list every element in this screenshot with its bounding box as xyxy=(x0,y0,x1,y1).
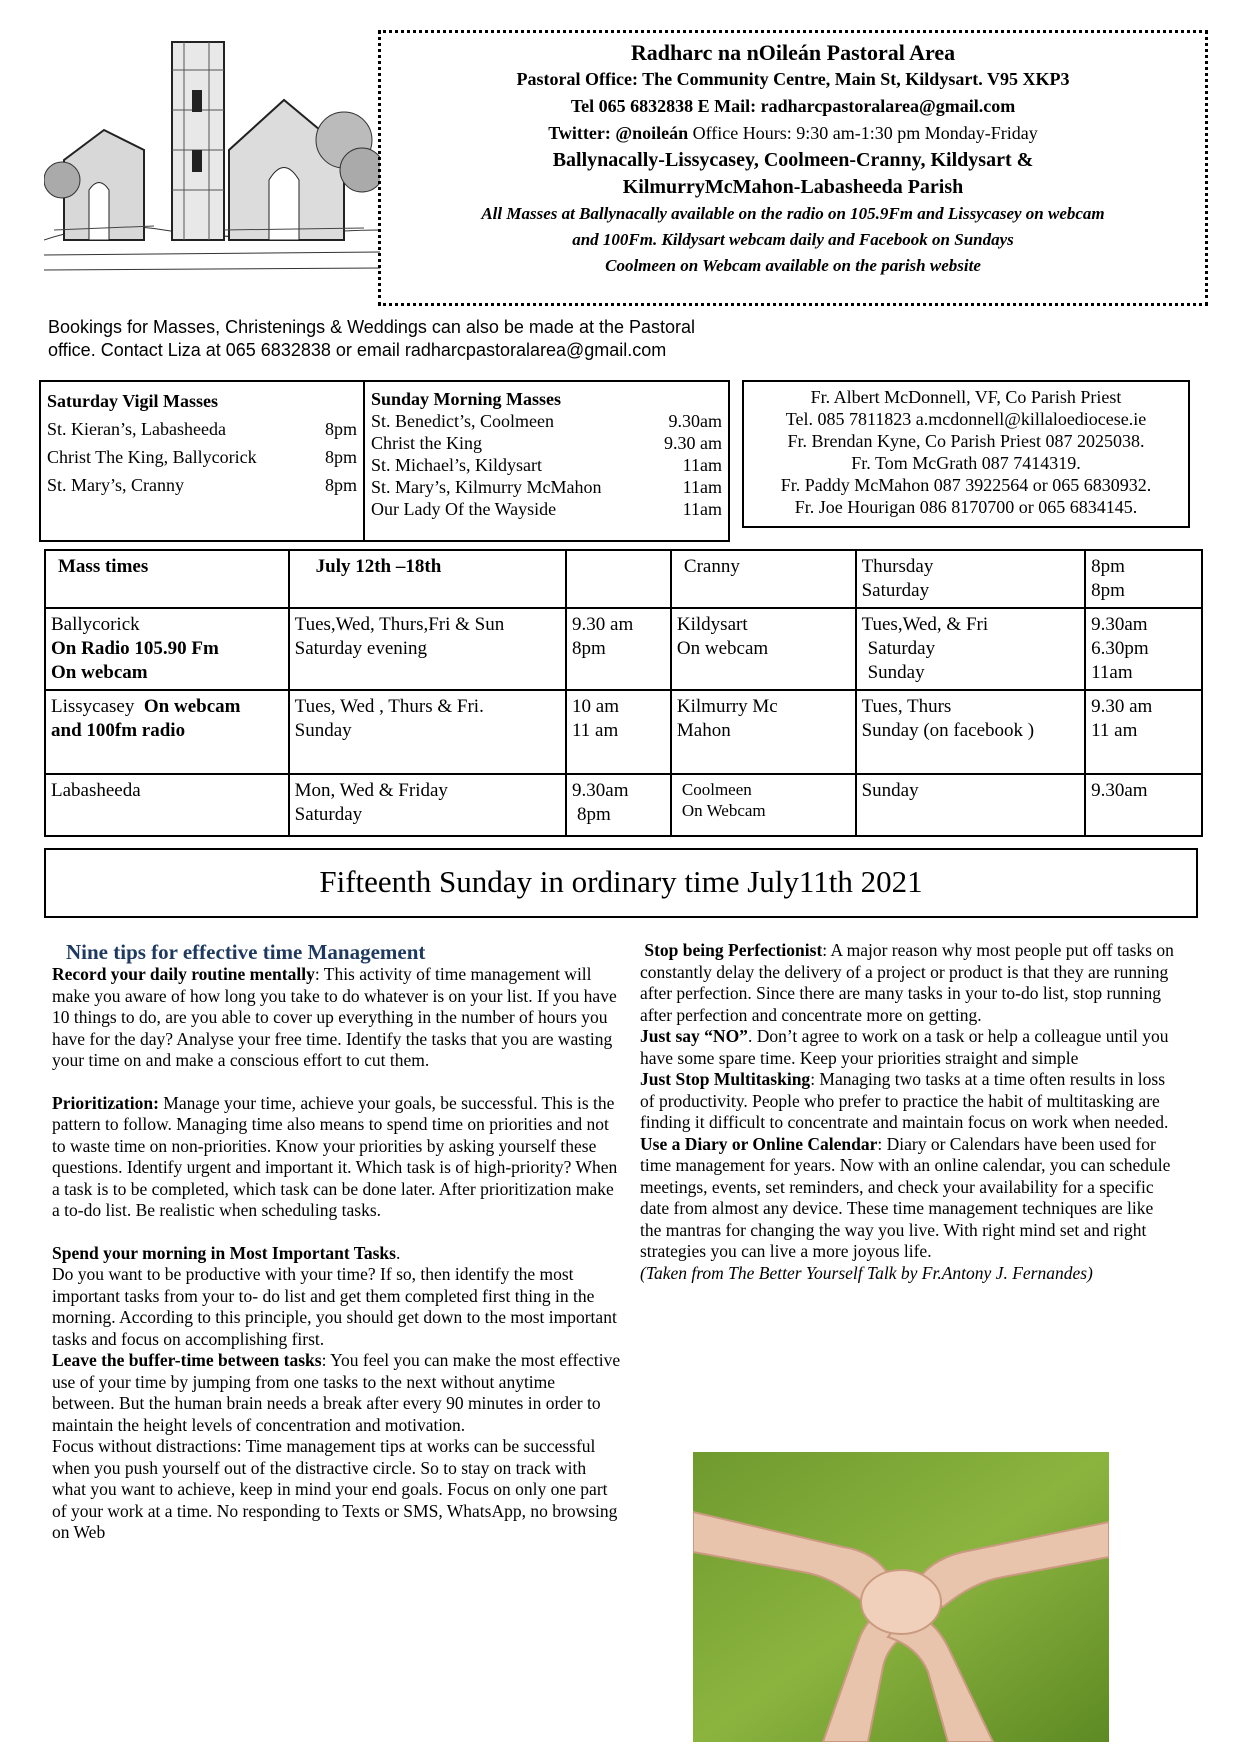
day-label: Sunday xyxy=(294,720,352,741)
church-illustration xyxy=(44,30,380,288)
church-name: Kildysart xyxy=(676,614,748,635)
twitter-handle: Twitter: @noileán xyxy=(548,123,689,143)
mass-time: 9.30am xyxy=(668,411,722,431)
day-label: Tues, Thurs xyxy=(861,696,952,717)
table-cell xyxy=(566,690,671,774)
table-cell xyxy=(566,608,671,690)
church-name: Mahon xyxy=(676,720,731,741)
day-label: Mon, Wed & Friday xyxy=(294,780,448,801)
mass-time: 8pm xyxy=(324,447,357,467)
time-label: 11 am xyxy=(1091,720,1138,741)
pastoral-office-address: Pastoral Office: The Community Centre, Main St, Kildysart. V95 XKP3 xyxy=(516,69,1070,89)
tip-label: Leave the buffer-time between tasks xyxy=(52,1350,322,1370)
table-cell xyxy=(289,774,566,836)
day-label: Saturday evening xyxy=(294,638,428,659)
bookings-line-2: office. Contact Liza at 065 6832838 or email radharcpastoralarea@gmail.com xyxy=(48,340,667,360)
table-cell xyxy=(1085,608,1202,690)
pastoral-area-title: Radharc na nOileán Pastoral Area xyxy=(630,40,956,65)
mass-location: St. Benedict’s, Coolmeen xyxy=(371,411,554,431)
article-right-column xyxy=(640,940,1176,1284)
priest-line: Fr. Brendan Kyne, Co Parish Priest 087 2025038. xyxy=(787,431,1145,451)
time-label: 9.30 am xyxy=(572,614,634,635)
tip-label: Prioritization: xyxy=(52,1092,159,1113)
table-header-cell: Cranny xyxy=(671,550,856,608)
broadcast-label: On webcam xyxy=(51,662,148,683)
day-label: Sunday (on facebook ) xyxy=(861,720,1035,741)
sunday-morning-heading: Sunday Morning Masses xyxy=(371,389,562,409)
saturday-vigil-box xyxy=(39,380,365,542)
table-row xyxy=(45,608,1202,690)
table-cell xyxy=(671,774,856,836)
tip-text: : Managing two tasks at a time often results in loss of productivity. People who prefer to practice the habit of multitasking are finding it difficult to concentrate and maintain focus on work when needed. xyxy=(640,1069,1169,1132)
table-cell xyxy=(45,690,289,774)
mass-time: 8pm xyxy=(324,419,357,439)
mass-time: 9.30 am xyxy=(664,433,722,453)
tip-say-no xyxy=(640,1026,1176,1069)
article-source: (Taken from The Better Yourself Talk by Fr.Antony J. Fernandes) xyxy=(640,1262,1093,1283)
time-label: 6.30pm xyxy=(1091,638,1149,659)
tip-text: Do you want to be productive with your time? If so, then identify the most important tasks from your to- do list and get them completed first thing in the morning. According to this principle, you should get down to the most important tasks and focus on accomplishing first. xyxy=(52,1264,617,1349)
tip-multitasking xyxy=(640,1069,1176,1134)
tip-label: Spend your morning in Most Important Tasks xyxy=(52,1242,396,1263)
mass-location: Christ the King xyxy=(371,433,482,453)
broadcast-note-1: All Masses at Ballynacally available on the radio on 105.9Fm and Lissycasey on webcam xyxy=(481,204,1105,223)
table-cell xyxy=(45,608,289,690)
tip-record xyxy=(52,964,622,1072)
table-cell xyxy=(289,690,566,774)
church-name: Lissycasey xyxy=(51,696,135,717)
priests-contact-box xyxy=(742,380,1190,528)
priest-line: Tel. 085 7811823 a.mcdonnell@killaloediocese.ie xyxy=(785,409,1147,429)
office-hours: Office Hours: 9:30 am-1:30 pm Monday-Friday xyxy=(692,123,1038,143)
church-name: Kilmurry Mc xyxy=(676,696,778,717)
broadcast-label: On webcam xyxy=(676,638,769,659)
tip-perfectionist xyxy=(640,940,1176,1026)
broadcast-label: and 100fm radio xyxy=(51,720,186,741)
tip-text: : Diary or Calendars have been used for time management for years. Now with an online calendar, you can schedule meetings, events, set reminders, and check your availability for a specific date from almost any device. These time management techniques are like the mantras for changing the way you live. With right mind set and right strategies you can live a more joyous life. xyxy=(640,1133,1171,1261)
sunday-title: Fifteenth Sunday in ordinary time July11th 2021 xyxy=(44,848,1198,918)
table-cell xyxy=(856,550,1086,608)
pastoral-contact: Tel 065 6832838 E Mail: radharcpastoralarea@gmail.com xyxy=(570,96,1016,116)
table-header-cell xyxy=(566,550,671,608)
table-cell xyxy=(856,690,1086,774)
day-label: Tues,Wed, Thurs,Fri & Sun xyxy=(294,614,505,635)
mass-times-table xyxy=(44,549,1203,837)
tip-label: Use a Diary or Online Calendar xyxy=(640,1133,878,1154)
tip-morning: Spend your morning in Most Important Tasks. Do you want to be productive with your time? If so, then identify the most important tasks from your to- do list and get them completed first thing in the morning. According to this principle, you should get down to the most important tasks and focus on accomplishing first. xyxy=(52,1242,617,1349)
tip-text: . Don’t agree to work on a task or help a colleague until you have some spare time. Keep your priorities straight and simple xyxy=(640,1026,1169,1068)
bookings-line-1: Bookings for Masses, Christenings & Weddings can also be made at the Pastoral xyxy=(48,317,696,337)
hands-photo xyxy=(693,1452,1109,1742)
mass-location: St. Mary’s, Kilmurry McMahon xyxy=(371,477,602,497)
tip-text: : A major reason why most people put off tasks on constantly delay the delivery of a project or product is that they are running after perfection. Since there are many tasks in your to-do list, stop running after perfection and concentrate more on getting. xyxy=(640,940,1174,1025)
article-left-column xyxy=(52,940,622,1544)
time-label: 9.30am xyxy=(572,780,629,801)
table-cell: Sunday xyxy=(856,774,1086,836)
table-cell xyxy=(566,774,671,836)
day-label: Tues,Wed, & Fri xyxy=(861,614,989,635)
day-label: Saturday xyxy=(867,638,936,659)
tip-prioritization xyxy=(52,1093,622,1222)
table-cell xyxy=(671,690,856,774)
table-cell xyxy=(1085,690,1202,774)
mass-location: Our Lady Of the Wayside xyxy=(371,499,557,519)
time-label: 8pm xyxy=(1091,556,1125,577)
mass-time: 8pm xyxy=(324,475,357,495)
table-cell xyxy=(671,608,856,690)
mass-location: Christ The King, Ballycorick xyxy=(47,447,257,467)
table-header-cell: July 12th –18th xyxy=(289,550,566,608)
mass-location: St. Mary’s, Cranny xyxy=(47,475,184,495)
tip-label: Record your daily routine mentally xyxy=(52,964,315,984)
tip-text: : This activity of time management will make you aware of how long you take to do whatever is on your list. If you have 10 things to do, are you able to cover up everything in the number of hours you have for the day? Analyse your free time. Identify the tasks that you are wasting your time on and make a conscious effort to cut them. xyxy=(52,964,617,1070)
mass-time: 11am xyxy=(682,455,722,475)
mass-time: 11am xyxy=(682,477,722,497)
table-cell xyxy=(856,608,1086,690)
priest-line: Fr. Paddy McMahon 087 3922564 or 065 6830932. xyxy=(780,475,1152,495)
tip-buffer xyxy=(52,1350,622,1436)
day-label: Sunday xyxy=(867,662,925,683)
tip-text: : You feel you can make the most effective use of your time by jumping from one tasks to the next without anytime between. But the human brain needs a break after every 90 minutes in order to maintain the height levels of concentration and motivation. xyxy=(52,1350,621,1435)
day-label: Tues, Wed , Thurs & Fri. xyxy=(294,696,484,717)
parishes-line-2: KilmurryMcMahon-Labasheeda Parish xyxy=(622,176,964,198)
tip-text: Manage your time, achieve your goals, be successful. This is the pattern to follow. Managing time also means to spend time on priorities and not to waste time on non-priorities. Know your priorities by asking yourself these questions. Identify urgent and important it. Which task is of high-priority? When a task is to be completed, which task can be done later. After prioritization make a to-do list. Be realistic when scheduling tasks. xyxy=(52,1092,618,1220)
broadcast-label: On Radio 105.90 Fm xyxy=(51,638,219,659)
mass-time: 11am xyxy=(682,499,722,519)
parishes-line-1: Ballynacally-Lissycasey, Coolmeen-Cranny, Kildysart & xyxy=(552,149,1034,171)
time-label: 10 am xyxy=(572,696,619,717)
time-label: 11 am xyxy=(572,720,619,741)
saturday-vigil-heading: Saturday Vigil Masses xyxy=(47,391,219,411)
tip-label: Just say “NO” xyxy=(640,1026,748,1046)
bookings-notice xyxy=(48,316,808,362)
broadcast-note-3: Coolmeen on Webcam available on the parish website xyxy=(605,256,981,275)
table-cell: Labasheeda xyxy=(45,774,289,836)
time-label: 11am xyxy=(1091,662,1133,683)
church-name: Ballycorick xyxy=(51,614,140,635)
table-row xyxy=(45,690,1202,774)
broadcast-label: On webcam xyxy=(143,696,241,717)
day-label: Saturday xyxy=(861,580,930,601)
priest-line: Fr. Joe Hourigan 086 8170700 or 065 6834145. xyxy=(794,497,1138,517)
broadcast-note-2: and 100Fm. Kildysart webcam daily and Facebook on Sundays xyxy=(572,230,1014,249)
sunday-morning-box xyxy=(363,380,730,542)
broadcast-label: On Webcam xyxy=(681,801,766,820)
article-heading: Nine tips for effective time Management xyxy=(66,940,426,964)
mass-location: St. Kieran’s, Labasheeda xyxy=(47,419,226,439)
header-box xyxy=(378,30,1208,306)
table-cell xyxy=(289,608,566,690)
tip-diary xyxy=(640,1134,1176,1263)
tip-label: Just Stop Multitasking xyxy=(640,1069,811,1089)
time-label: 8pm xyxy=(577,804,611,825)
time-label: 9.30 am xyxy=(1091,696,1153,717)
priest-line: Fr. Tom McGrath 087 7414319. xyxy=(851,453,1081,473)
priest-line: Fr. Albert McDonnell, VF, Co Parish Priest xyxy=(810,387,1122,407)
time-label: 9.30am xyxy=(1091,614,1148,635)
day-label: Thursday xyxy=(861,556,934,577)
time-label: 8pm xyxy=(572,638,606,659)
tip-focus: Focus without distractions: Time management tips at works can be successful when you push yourself out of the distractive circle. So to stay on track with what you want to achieve, keep in mind your end goals. Focus on only one part of your work at a time. No responding to Texts or SMS, WhatsApp, no browsing on Web xyxy=(52,1436,618,1542)
table-header-cell: Mass times xyxy=(45,550,289,608)
table-row xyxy=(45,774,1202,836)
church-name: Coolmeen xyxy=(681,780,752,799)
time-label: 8pm xyxy=(1091,580,1125,601)
day-label: Saturday xyxy=(294,804,363,825)
mass-location: St. Michael’s, Kildysart xyxy=(371,455,542,475)
table-row xyxy=(45,550,1202,608)
table-cell xyxy=(1085,550,1202,608)
table-cell: 9.30am xyxy=(1085,774,1202,836)
tip-label: Stop being Perfectionist xyxy=(644,940,823,960)
